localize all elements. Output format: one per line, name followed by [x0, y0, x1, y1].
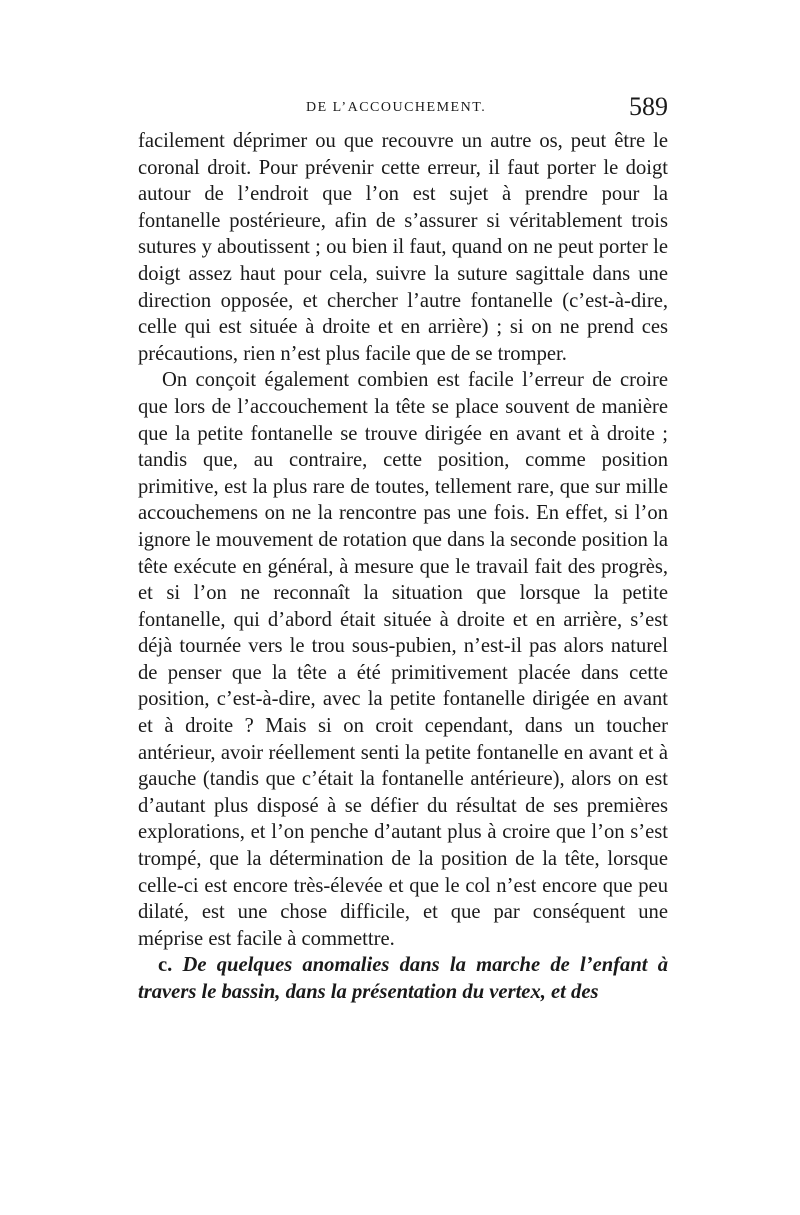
section-heading [138, 952, 668, 1005]
running-title: DE L’ACCOUCHEMENT. [306, 100, 487, 115]
section-letter: c. [158, 954, 173, 977]
page-number: 589 [629, 92, 668, 121]
section-heading-text: De quelques anomalies dans la marche de l’enfant à travers le bassin, dans la présentation du vertex, et des [138, 954, 668, 1003]
running-head [138, 92, 668, 124]
paragraph-continued: facilement déprimer ou que recouvre un autre os, peut être le coronal droit. Pour prévenir cette erreur, il faut porter le doigt autour de l’endroit que l’on est sujet à prendre pour la fontanelle postérieure, afin de s’assurer si véritablement trois sutures y aboutissent ; ou bien il faut, quand on ne peut porter le doigt assez haut pour cela, suivre la suture sagittale dans une direction opposée, et chercher l’autre fontanelle (c’est-à-dire, celle qui est située à droite et en arrière) ; si on ne prend ces précautions, rien n’est plus facile que de se tromper. [138, 130, 668, 365]
paragraph: On conçoit également combien est facile l’erreur de croire que lors de l’accouchement la tête se place souvent de manière que la petite fontanelle se trouve dirigée en avant et à droite ; tandis que, au contraire, cette position, comme position primitive, est la plus rare de toutes, tellement rare, que sur mille accouchemens on ne la rencontre pas une fois. En effet, si l’on ignore le mouvement de rotation que dans la seconde position la tête exécute en général, à mesure que le travail fait des progrès, et si l’on ne reconnaît la situation que lorsque la petite fontanelle, qui d’abord était située à droite et en arrière, s’est déjà tournée vers le trou sous-pubien, n’est-il pas alors naturel de penser que la tête a été primitivement placée dans cette position, c’est-à-dire, avec la petite fontanelle dirigée en avant et à droite ? Mais si on croit cependant, dans un toucher antérieur, avoir réellement senti la petite fontanelle en avant et à gauche (tandis que c’était la fontanelle antérieure), alors on est d’autant plus disposé à se défier du résultat de ses premières explorations, et l’on penche d’autant plus à croire que l’on s’est trompé, que la détermination de la position de la tête, lorsque celle-ci est encore très-élevée et que le col n’est encore que peu dilaté, est une chose difficile, et que par conséquent une méprise est facile à commettre. [138, 369, 668, 950]
body-text [138, 128, 668, 1006]
